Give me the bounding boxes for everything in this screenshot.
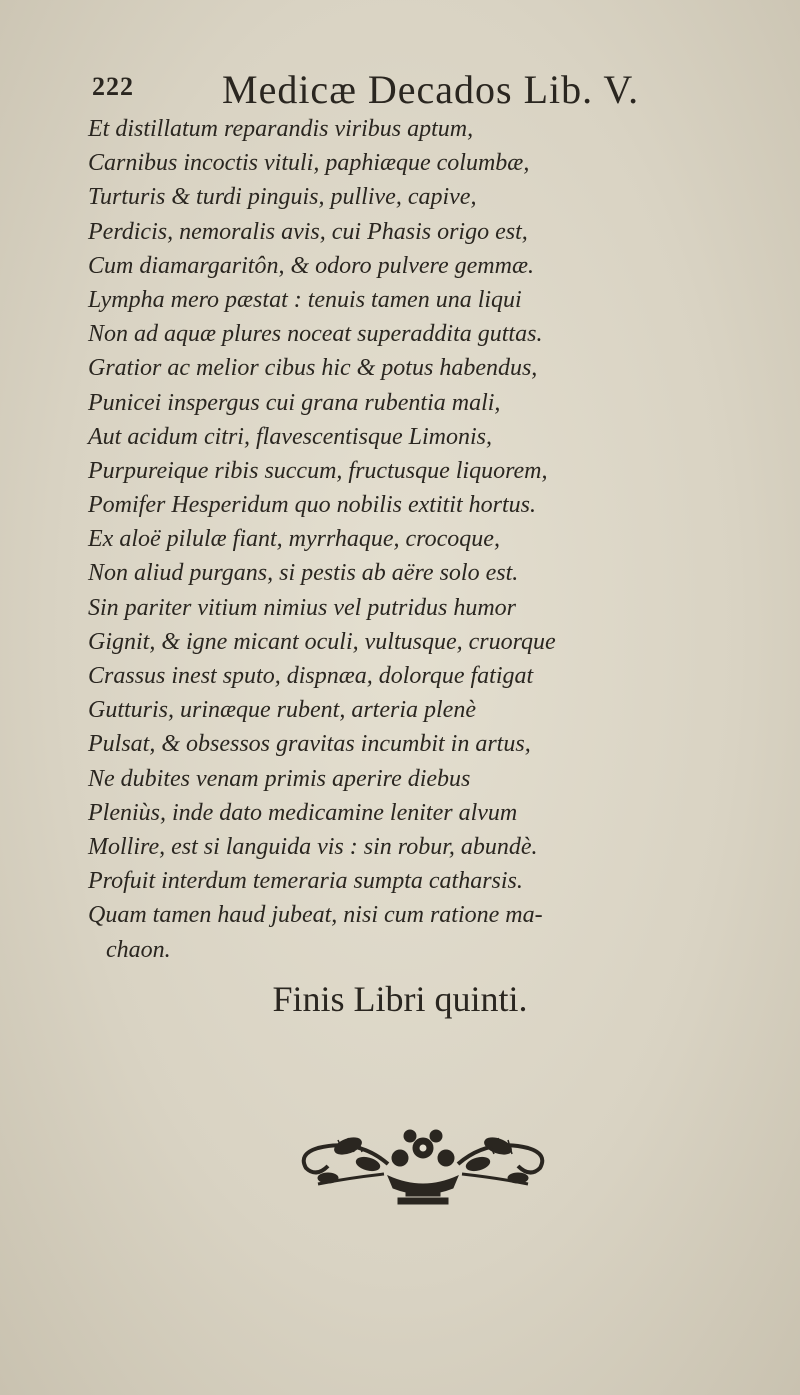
verse-line: Purpureique ribis succum, fructusque liquorem, — [88, 457, 548, 484]
verse-line: Perdicis, nemoralis avis, cui Phasis origo est, — [88, 218, 528, 245]
verse-line: Mollire, est si languida vis : sin robur, abundè. — [88, 833, 538, 860]
finis-heading: Finis Libri quinti. — [272, 979, 528, 1019]
verse-line: Gignit, & igne micant oculi, vultusque, cruorque — [88, 628, 556, 655]
verse-line: Pomifer Hesperidum quo nobilis extitit hortus. — [88, 492, 536, 519]
floral-ornament-icon — [288, 1118, 558, 1210]
verse-line: Aut acidum citri, flavescentisque Limonis, — [88, 423, 492, 450]
verse-line: Profuit interdum temeraria sumpta catharsis. — [88, 868, 523, 895]
verse-line: Lympha mero pæstat : tenuis tamen una liqui — [88, 286, 522, 313]
verse-line-continuation: chaon. — [106, 936, 171, 963]
verse-line: Gratior ac melior cibus hic & potus habendus, — [88, 355, 538, 382]
verse-line: Cum diamargaritôn, & odoro pulvere gemmæ. — [88, 252, 534, 279]
verse-line: Carnibus incoctis vituli, paphiæque columbæ, — [88, 150, 530, 177]
verse-line: Turturis & turdi pinguis, pullive, capive, — [88, 184, 477, 211]
verse-line: Non ad aquæ plures noceat superaddita guttas. — [88, 321, 543, 348]
page-number: 222 — [92, 72, 134, 101]
verse-line: Pulsat, & obsessos gravitas incumbit in artus, — [88, 731, 531, 758]
verse-line: Ne dubites venam primis aperire diebus — [88, 765, 471, 792]
page-header — [92, 66, 672, 114]
verse-line: Quam tamen haud jubeat, nisi cum ratione ma- — [88, 902, 543, 929]
verse-line: Punicei inspergus cui grana rubentia mali, — [88, 389, 501, 416]
verse-line: Crassus inest sputo, dispnæa, dolorque fatigat — [88, 663, 534, 689]
verse-line: Pleniùs, inde dato medicamine leniter alvum — [88, 799, 518, 826]
verse-line: Et distillatum reparandis viribus aptum, — [88, 116, 474, 142]
verse-line: Non aliud purgans, si pestis ab aëre solo est. — [88, 560, 519, 587]
verse-line: Sin pariter vitium nimius vel putridus humor — [88, 594, 516, 621]
verse-block — [88, 112, 768, 967]
verse-line: Gutturis, urinæque rubent, arteria plenè — [88, 697, 476, 724]
running-title: Medicæ Decados Lib. V. — [222, 67, 640, 112]
verse-line: Ex aloë pilulæ fiant, myrrhaque, crocoque, — [88, 526, 500, 553]
